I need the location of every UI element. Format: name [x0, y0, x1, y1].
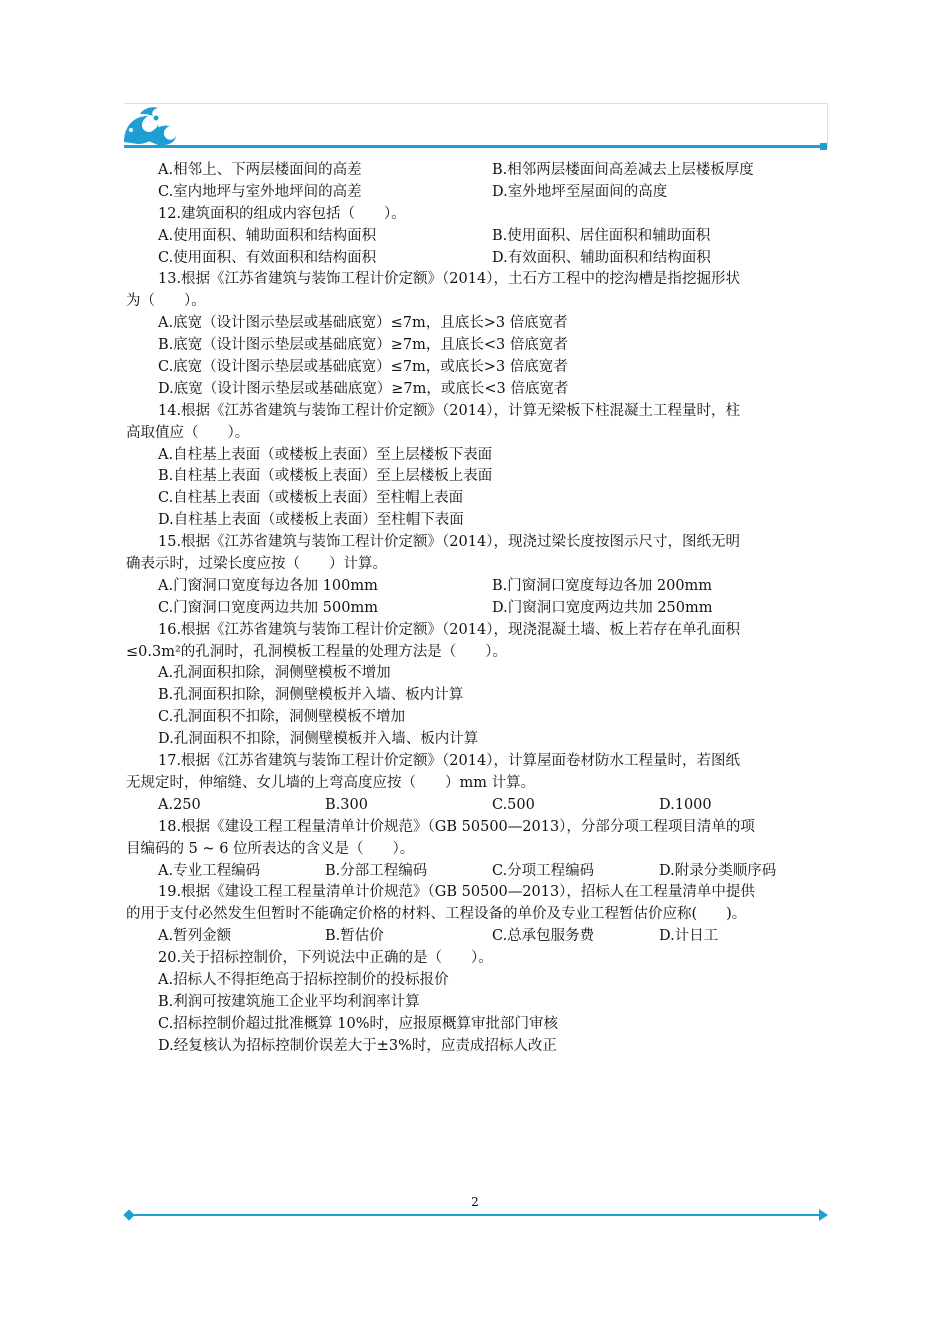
- text-line: 为（ ）。: [126, 293, 206, 310]
- text-line: B.自柱基上表面（或楼板上表面）至上层楼板上表面: [158, 468, 493, 485]
- option-text: B.相邻两层楼面间高差减去上层楼板厚度: [492, 162, 754, 178]
- text-line: D.底宽（设计图示垫层或基础底宽）≥7m，或底长<3 倍底宽者: [158, 380, 569, 397]
- option-text: D.有效面积、辅助面积和结构面积: [492, 249, 711, 266]
- text-line: 14.根据《江苏省建筑与装饰工程计价定额》（2014），计算无梁板下柱混凝土工程量时，柱: [158, 402, 740, 419]
- text-line: B.孔洞面积扣除，洞侧壁模板并入墙、板内计算: [158, 687, 464, 704]
- text-line: 的用于支付必然发生但暂时不能确定价格的材料、工程设备的单价及专业工程暂估价应称( )。: [126, 906, 747, 923]
- option-text: D.附录分类顺序码: [659, 862, 777, 879]
- text-line: A.孔洞面积扣除，洞侧壁模板不增加: [158, 665, 391, 682]
- option-text: C.分项工程编码: [492, 862, 595, 879]
- text-line: B.底宽（设计图示垫层或基础底宽）≥7m，且底长<3 倍底宽者: [158, 337, 568, 354]
- text-line: [126, 576, 831, 598]
- option-text: B.门窗洞口宽度每边各加 200mm: [492, 577, 713, 594]
- text-line: C.孔洞面积不扣除，洞侧壁模板不增加: [158, 709, 406, 726]
- text-line: 20.关于招标控制价，下列说法中正确的是（ ）。: [158, 950, 493, 967]
- option-text: B.使用面积、居住面积和辅助面积: [492, 227, 711, 244]
- text-line: ≤0.3m²的孔洞时，孔洞模板工程量的处理方法是（ ）。: [126, 643, 508, 660]
- footer-line: [127, 1214, 823, 1216]
- text-line: 13.根据《江苏省建筑与装饰工程计价定额》（2014），土石方工程中的挖沟槽是指挖掘形状: [158, 271, 740, 288]
- text-line: 确表示时，过梁长度应按（ ）计算。: [126, 556, 387, 573]
- option-text: A.暂列金额: [158, 928, 232, 945]
- option-text: A.门窗洞口宽度每边各加 100mm: [158, 577, 378, 594]
- text-line: A.底宽（设计图示垫层或基础底宽）≤7m，且底长>3 倍底宽者: [158, 315, 568, 332]
- text-line: C.招标控制价超过批准概算 10%时，应报原概算审批部门审核: [158, 1015, 559, 1032]
- option-text: D.1000: [659, 796, 712, 813]
- text-line: A.自柱基上表面（或楼板上表面）至上层楼板下表面: [158, 446, 493, 463]
- option-text: B.分部工程编码: [325, 862, 428, 879]
- text-line: [126, 160, 831, 182]
- text-line: 12.建筑面积的组成内容包括（ ）。: [158, 205, 406, 222]
- text-line: [126, 226, 831, 248]
- option-text: A.250: [158, 796, 201, 813]
- text-line: C.底宽（设计图示垫层或基础底宽）≤7m，或底长>3 倍底宽者: [158, 359, 568, 376]
- header-rule: [124, 145, 822, 148]
- text-line: 18.根据《建设工程工程量清单计价规范》（GB 50500—2013），分部分项工程项目清单的项: [158, 818, 755, 835]
- footer-diamond: [123, 1209, 134, 1220]
- text-line: 16.根据《江苏省建筑与装饰工程计价定额》（2014），现浇混凝土墙、板上若存在单孔面积: [158, 621, 740, 638]
- text-line: [126, 861, 831, 883]
- page-number: 2: [471, 1195, 479, 1209]
- text-line: 19.根据《建设工程工程量清单计价规范》（GB 50500—2013），招标人在工程量清单中提供: [158, 884, 755, 901]
- option-text: C.室内地坪与室外地坪间的高差: [158, 183, 362, 200]
- option-text: A.专业工程编码: [158, 862, 261, 879]
- text-line: 15.根据《江苏省建筑与装饰工程计价定额》（2014），现浇过梁长度按图示尺寸，图纸无明: [158, 534, 740, 551]
- text-line: 高取值应（ ）。: [126, 424, 250, 441]
- option-text: C.门窗洞口宽度两边共加 500mm: [158, 599, 378, 616]
- option-text: B.300: [325, 796, 368, 813]
- text-line: B.利润可按建筑施工企业平均利润率计算: [158, 993, 420, 1010]
- option-text: C.使用面积、有效面积和结构面积: [158, 249, 377, 266]
- header-rule-cap: [820, 143, 827, 150]
- text-line: D.自柱基上表面（或楼板上表面）至柱帽下表面: [158, 512, 464, 529]
- text-line: [126, 926, 831, 948]
- option-text: D.门窗洞口宽度两边共加 250mm: [492, 599, 713, 616]
- footer-arrow: [819, 1209, 828, 1221]
- text-line: A.招标人不得拒绝高于招标控制价的投标报价: [158, 971, 449, 988]
- option-text: C.总承包服务费: [492, 928, 595, 945]
- text-line: [126, 182, 831, 204]
- text-line: [126, 248, 831, 270]
- text-line: C.自柱基上表面（或楼板上表面）至柱帽上表面: [158, 490, 464, 507]
- wave-logo-icon: [122, 104, 178, 146]
- text-line: D.经复核认为招标控制价误差大于±3%时，应责成招标人改正: [158, 1037, 557, 1054]
- question-content: [126, 160, 831, 1058]
- header-frame: [124, 103, 828, 148]
- option-text: D.室外地坪至屋面间的高度: [492, 183, 668, 200]
- text-line: [126, 598, 831, 620]
- option-text: A.相邻上、下两层楼面间的高差: [158, 162, 362, 178]
- text-line: 17.根据《江苏省建筑与装饰工程计价定额》（2014），计算屋面卷材防水工程量时，若图纸: [158, 753, 740, 770]
- text-line: 目编码的 5 ~ 6 位所表达的含义是（ ）。: [126, 840, 415, 857]
- option-text: C.500: [492, 796, 535, 813]
- text-line: 无规定时，伸缩缝、女儿墙的上弯高度应按（ ）mm 计算。: [126, 774, 536, 791]
- option-text: B.暂估价: [325, 928, 384, 945]
- text-line: D.孔洞面积不扣除，洞侧壁模板并入墙、板内计算: [158, 731, 479, 748]
- option-text: A.使用面积、辅助面积和结构面积: [158, 227, 377, 244]
- text-line: [126, 795, 831, 817]
- option-text: D.计日工: [659, 928, 719, 945]
